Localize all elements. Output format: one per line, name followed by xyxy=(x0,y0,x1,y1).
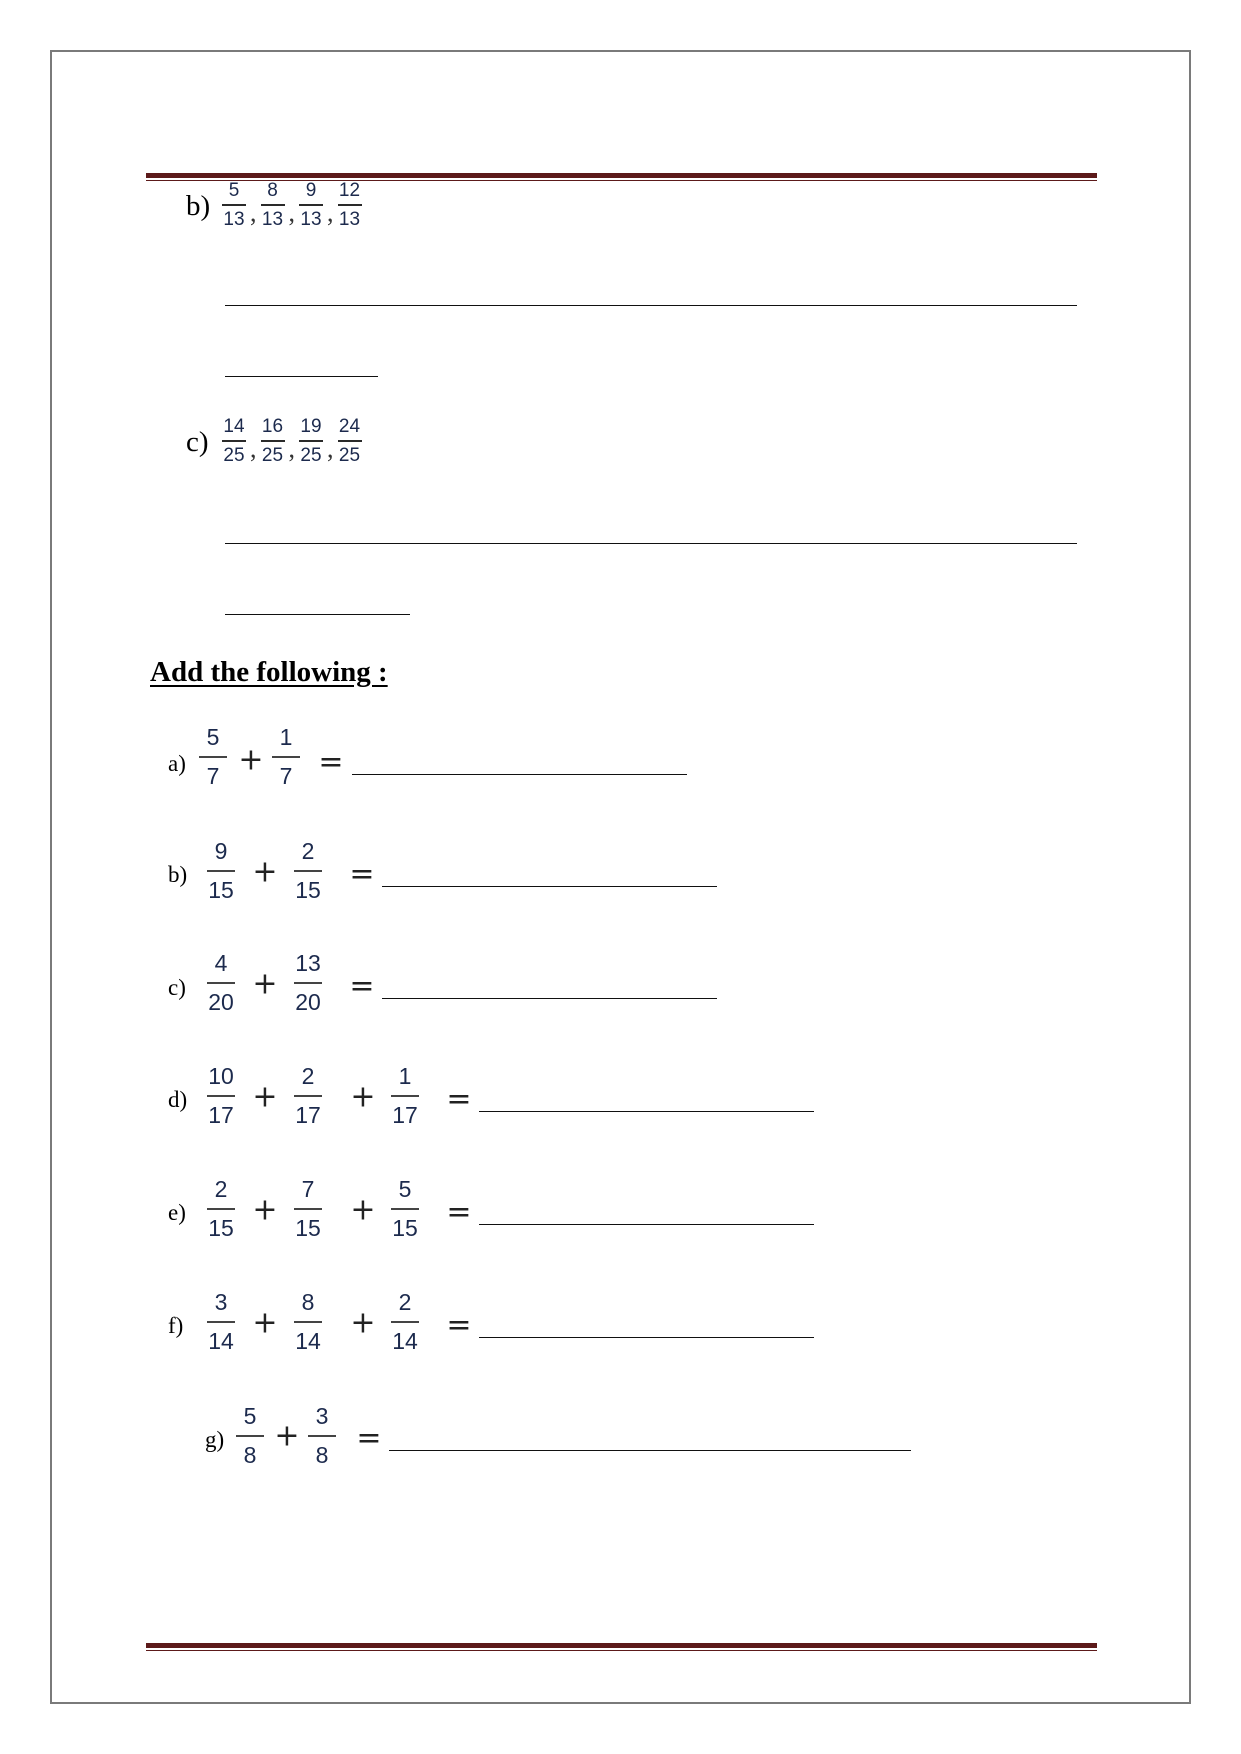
denominator: 17 xyxy=(295,1101,321,1128)
comma: , xyxy=(288,197,295,227)
fraction xyxy=(222,416,246,466)
numerator: 9 xyxy=(214,838,228,864)
numerator: 1 xyxy=(279,724,293,750)
problem-label: d) xyxy=(168,1087,188,1112)
fraction xyxy=(294,1289,322,1355)
comma: , xyxy=(250,197,257,227)
fraction xyxy=(272,724,300,790)
denominator: 25 xyxy=(300,444,322,466)
denominator: 14 xyxy=(295,1327,321,1354)
problem-label: f) xyxy=(168,1313,184,1338)
denominator: 25 xyxy=(223,444,245,466)
plus-sign: + xyxy=(252,854,278,890)
ordering-item-c-fractions xyxy=(222,416,362,466)
answer-line xyxy=(479,1337,814,1338)
comma: , xyxy=(327,433,334,463)
numerator: 3 xyxy=(214,1289,228,1315)
numerator: 16 xyxy=(261,416,284,437)
numerator: 5 xyxy=(228,180,240,201)
numerator: 2 xyxy=(301,838,315,864)
comma: , xyxy=(250,433,257,463)
fraction xyxy=(261,416,285,466)
numerator: 8 xyxy=(301,1289,315,1315)
numerator: 1 xyxy=(398,1063,412,1089)
problem-label: c) xyxy=(168,975,186,1000)
numerator: 8 xyxy=(267,180,278,201)
fraction xyxy=(308,1403,336,1469)
denominator: 15 xyxy=(208,876,234,903)
ordering-item-c-label: c) xyxy=(186,426,209,458)
footer-rule xyxy=(146,1643,1097,1651)
fraction xyxy=(294,1176,322,1242)
numerator: 12 xyxy=(338,180,361,201)
denominator: 13 xyxy=(300,208,322,230)
denominator: 13 xyxy=(261,208,284,230)
fraction xyxy=(294,1063,322,1129)
denominator: 15 xyxy=(208,1214,234,1241)
ordering-item-b-fractions xyxy=(222,180,362,230)
denominator: 13 xyxy=(338,208,361,230)
plus-sign: + xyxy=(252,966,278,1002)
numerator: 14 xyxy=(223,416,245,437)
equals-sign: = xyxy=(349,968,375,1004)
ordering-item-b-label: b) xyxy=(186,190,211,222)
numerator: 9 xyxy=(305,180,317,201)
comma: , xyxy=(288,433,295,463)
numerator: 3 xyxy=(315,1403,329,1429)
equals-sign: = xyxy=(349,856,375,892)
denominator: 15 xyxy=(392,1214,418,1241)
numerator: 10 xyxy=(208,1063,234,1089)
answer-line xyxy=(225,543,1077,544)
denominator: 7 xyxy=(206,762,220,789)
plus-sign: + xyxy=(350,1305,376,1341)
fraction xyxy=(207,1176,235,1242)
denominator: 25 xyxy=(261,444,284,466)
denominator: 17 xyxy=(208,1101,234,1128)
denominator: 14 xyxy=(392,1327,418,1354)
equals-sign: = xyxy=(356,1420,382,1456)
answer-line xyxy=(479,1224,814,1225)
answer-line xyxy=(225,305,1077,306)
denominator: 7 xyxy=(279,762,293,789)
numerator: 24 xyxy=(338,416,361,437)
denominator: 8 xyxy=(243,1441,257,1468)
plus-sign: + xyxy=(350,1079,376,1115)
denominator: 14 xyxy=(208,1327,234,1354)
section-heading: Add the following : xyxy=(150,656,388,688)
equals-sign: = xyxy=(446,1194,472,1230)
fraction xyxy=(236,1403,264,1469)
fraction xyxy=(199,724,227,790)
answer-line xyxy=(225,376,378,377)
fraction xyxy=(207,1063,235,1129)
denominator: 20 xyxy=(295,988,321,1015)
answer-line xyxy=(479,1111,814,1112)
equals-sign: = xyxy=(446,1307,472,1343)
equals-sign: = xyxy=(318,744,344,780)
numerator: 13 xyxy=(295,950,321,976)
answer-line xyxy=(225,614,410,615)
fraction xyxy=(338,180,362,230)
numerator: 5 xyxy=(206,724,220,750)
numerator: 4 xyxy=(214,950,228,976)
plus-sign: + xyxy=(252,1192,278,1228)
numerator: 2 xyxy=(398,1289,412,1315)
fraction xyxy=(207,838,235,904)
fraction xyxy=(207,950,235,1016)
fraction xyxy=(391,1063,419,1129)
plus-sign: + xyxy=(274,1418,300,1454)
plus-sign: + xyxy=(350,1192,376,1228)
fraction xyxy=(294,838,322,904)
problem-label: e) xyxy=(168,1200,186,1225)
answer-line xyxy=(382,998,717,999)
denominator: 17 xyxy=(392,1101,418,1128)
fraction xyxy=(338,416,362,466)
fraction xyxy=(207,1289,235,1355)
denominator: 25 xyxy=(338,444,361,466)
numerator: 2 xyxy=(214,1176,228,1202)
fraction xyxy=(391,1289,419,1355)
plus-sign: + xyxy=(252,1305,278,1341)
denominator: 8 xyxy=(315,1441,329,1468)
answer-line xyxy=(352,774,687,775)
numerator: 7 xyxy=(301,1176,315,1202)
numerator: 2 xyxy=(301,1063,315,1089)
problem-label: a) xyxy=(168,751,186,776)
problem-label: b) xyxy=(168,862,188,887)
numerator: 19 xyxy=(300,416,322,437)
numerator: 5 xyxy=(398,1176,412,1202)
plus-sign: + xyxy=(238,742,264,778)
plus-sign: + xyxy=(252,1079,278,1115)
denominator: 13 xyxy=(223,208,245,230)
denominator: 15 xyxy=(295,876,321,903)
fraction xyxy=(261,180,285,230)
comma: , xyxy=(327,197,334,227)
fraction xyxy=(294,950,322,1016)
fraction xyxy=(391,1176,419,1242)
equals-sign: = xyxy=(446,1081,472,1117)
answer-line xyxy=(389,1450,911,1451)
problem-label: g) xyxy=(205,1427,225,1452)
fraction xyxy=(299,416,323,466)
numerator: 5 xyxy=(243,1403,257,1429)
answer-line xyxy=(382,886,717,887)
denominator: 20 xyxy=(208,988,234,1015)
fraction xyxy=(222,180,246,230)
fraction xyxy=(299,180,323,230)
denominator: 15 xyxy=(295,1214,321,1241)
